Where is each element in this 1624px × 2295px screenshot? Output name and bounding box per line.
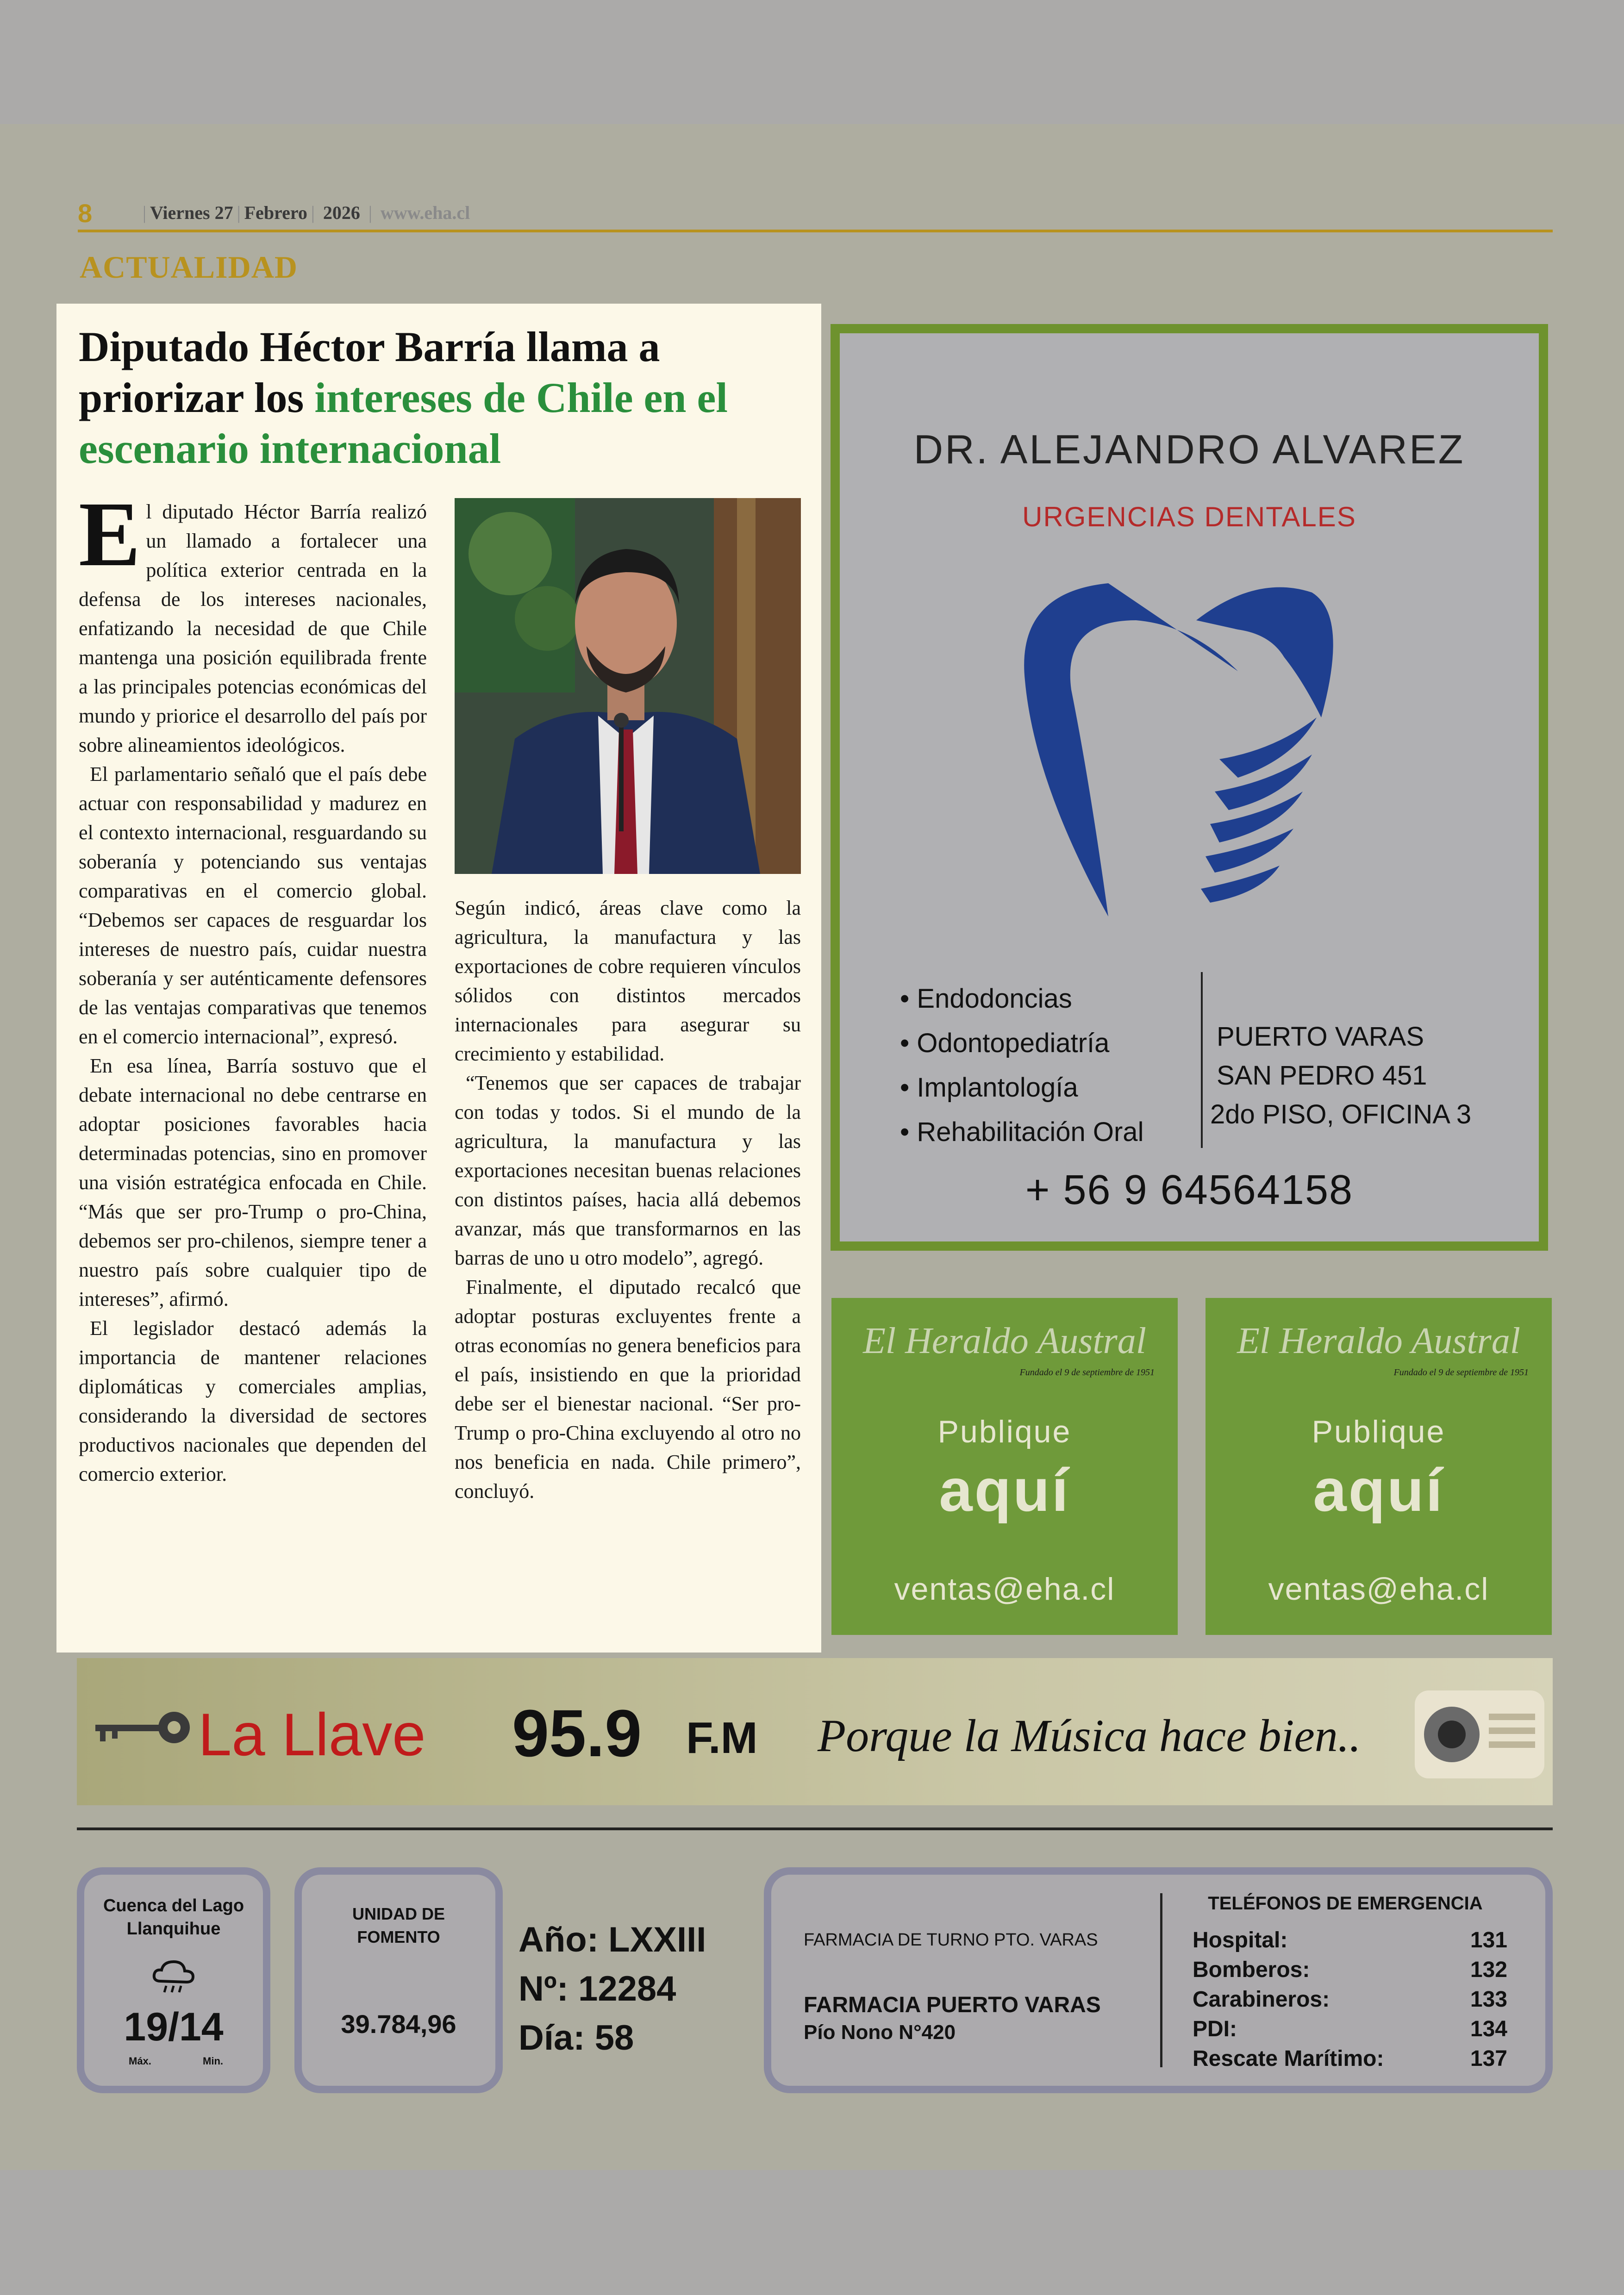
footer-box-divider <box>1160 1893 1162 2067</box>
dentist-subtitle: URGENCIAS DENTALES <box>1022 501 1356 532</box>
dental-address <box>1210 1017 1471 1134</box>
max-label: Máx. <box>129 2055 151 2067</box>
politician-photo-icon <box>455 498 801 874</box>
edition-day: Día: 58 <box>518 2018 634 2058</box>
heraldo-logo: El Heraldo Austral <box>863 1321 1146 1361</box>
radio-band: F.M <box>686 1713 758 1763</box>
emergency-row: Rescate Marítimo: 137 <box>1193 2046 1507 2071</box>
weather-temps: 19/14 <box>124 2005 224 2049</box>
radio-slogan: Porque la Música hace bien.. <box>818 1710 1361 1761</box>
edition-number: Nº: 12284 <box>518 1969 676 2008</box>
page-number: 8 <box>78 199 93 228</box>
weather-location: Cuenca del Lago Llanquihue <box>103 1896 244 1939</box>
ad-email[interactable]: ventas@eha.cl <box>1268 1572 1489 1607</box>
service-item: • Odontopediatría <box>900 1021 1143 1066</box>
aqui-label: aquí <box>1313 1456 1444 1524</box>
article <box>56 304 821 1653</box>
article-column-1 <box>79 483 427 1489</box>
publique-label: Publique <box>1312 1414 1446 1449</box>
headline-part1: Diputado Héctor Barría llama a priorizar los <box>79 323 660 421</box>
dentist-name: DR. ALEJANDRO ALVAREZ <box>913 426 1465 472</box>
article-paragraph: Finalmente, el diputado recalcó que adoptar posturas excluyentes frente a otras economías no genera beneficios para el país, insistiendo en que la prioridad debe ser el bienestar nacional. “Ser pro-Trump o pro-China excluyendo al otro no nos beneficia en nada. Chile primero”, concluyó. <box>455 1276 801 1503</box>
uf-label: UNIDAD DE FOMENTO <box>352 1904 445 1946</box>
key-icon <box>86 1704 197 1760</box>
radio-name: La Llave <box>198 1701 426 1768</box>
weather-box <box>77 1867 270 2093</box>
pharmacy-label: FARMACIA DE TURNO PTO. VARAS <box>804 1930 1098 1950</box>
emergency-list <box>1193 1926 1507 2074</box>
radio-banner[interactable] <box>77 1658 1553 1805</box>
service-item: • Implantología <box>900 1066 1143 1110</box>
service-item: • Endodoncias <box>900 977 1143 1021</box>
ad-divider <box>1201 972 1203 1148</box>
heraldo-ad-1[interactable] <box>831 1298 1178 1635</box>
article-paragraph: El parlamentario señaló que el país debe actuar con responsabilidad y madurez en el contexto internacional, resguardando su soberanía y potenciando sus ventajas comparativas en el comercio global. “Debemos ser capaces de resguardar los intereses de nuestro país, cuidar nuestra soberanía y ser auténticamente defensores de las ventajas comparativas que tenemos en el comercio internacional”, expresó. <box>79 763 427 1048</box>
article-paragraph: Según indicó, áreas clave como la agricultura, la manufactura y las exportaciones de cobre requieren vínculos sólidos con distintos mercados internacionales para asegurar su crecimiento y estabilidad. <box>455 897 801 1065</box>
address-line: SAN PEDRO 451 <box>1217 1060 1427 1091</box>
address-line: PUERTO VARAS <box>1217 1022 1424 1052</box>
header-year: 2026 <box>323 202 360 223</box>
edition-info <box>518 1915 706 2063</box>
emergency-row: Hospital: 131 <box>1193 1928 1507 1952</box>
emergency-row: Carabineros: 133 <box>1193 1987 1507 2012</box>
pharmacy-address: Pío Nono N°420 <box>804 2021 956 2044</box>
emergency-row: Bomberos: 132 <box>1193 1958 1507 1982</box>
emergency-title: TELÉFONOS DE EMERGENCIA <box>1208 1893 1483 1914</box>
dental-ad[interactable] <box>831 324 1548 1251</box>
dental-phone[interactable]: + 56 9 64564158 <box>1025 1167 1354 1213</box>
article-paragraph: El legislador destacó además la importancia de mantener relaciones diplomáticas y comerciales amplias, considerando la diversidad de sectores productivos nacionales que dependen del comercio exterior. <box>79 1317 427 1485</box>
uf-box <box>294 1867 503 2093</box>
heraldo-logo: El Heraldo Austral <box>1237 1321 1520 1361</box>
header-date: | Viernes 27 | Febrero | 2026 | www.eha.cl <box>143 202 470 223</box>
header-month: Febrero <box>244 202 307 223</box>
pharmacy-emergency-box <box>764 1867 1553 2093</box>
radio-icon <box>1410 1677 1549 1788</box>
service-item: • Rehabilitación Oral <box>900 1110 1143 1154</box>
heraldo-ad-2[interactable] <box>1206 1298 1552 1635</box>
headline-part2: intereses de Chile en el escenario internacional <box>79 374 728 472</box>
newspaper-page <box>0 124 1624 2170</box>
dental-services <box>900 977 1143 1154</box>
address-line: 2do PISO, OFICINA 3 <box>1210 1099 1472 1129</box>
radio-frequency: 95.9 <box>512 1696 642 1771</box>
article-paragraph: “Tenemos que ser capaces de trabajar con todas y todos. Si el mundo de la agricultura, la manufactura y las exportaciones necesitan buenas relaciones con distintos países, hacia allá debemos avanzar, más que transformarnos en las barras de uno u otro modelo”, agregó. <box>455 1072 801 1269</box>
min-label: Min. <box>203 2055 223 2067</box>
section-title: ACTUALIDAD <box>80 249 298 285</box>
rain-cloud-icon <box>150 1958 197 1995</box>
article-paragraph: El diputado Héctor Barría realizó un llamado a fortalecer una política exterior centrada en la defensa de los intereses nacionales, enfatizando la necesidad de que Chile mantenga una posición equilibrada frente a las principales potencias económicas del mundo y priorice el desarrollo del país por sobre alineamientos ideológicos. <box>79 483 427 756</box>
ad-email[interactable]: ventas@eha.cl <box>894 1572 1115 1607</box>
header-day: Viernes 27 <box>150 202 233 223</box>
header-url[interactable]: www.eha.cl <box>380 202 470 223</box>
emergency-row: PDI: 134 <box>1193 2017 1507 2041</box>
heraldo-founded: Fundado el 9 de septiembre de 1951 <box>1019 1367 1155 1378</box>
tooth-implant-icon <box>997 565 1368 963</box>
edition-year: Año: LXXIII <box>518 1920 706 1959</box>
aqui-label: aquí <box>939 1456 1070 1524</box>
article-photo <box>455 498 801 874</box>
footer-divider <box>77 1827 1553 1830</box>
pharmacy-name: FARMACIA PUERTO VARAS <box>804 1993 1101 2017</box>
header-rule <box>78 230 1553 232</box>
article-headline <box>79 321 810 474</box>
article-paragraph: En esa línea, Barría sostuvo que el debate internacional no debe centrarse en adoptar posiciones favorables hacia determinadas potencias, sino en promover una visión estratégica enfocada en Chile. “Más que ser pro-Trump o pro-China, debemos ser pro-chilenos, siempre tener a nuestro país sobre cualquier tipo de intereses”, afirmó. <box>79 1054 427 1310</box>
article-column-2 <box>455 893 801 1506</box>
heraldo-founded: Fundado el 9 de septiembre de 1951 <box>1393 1367 1529 1378</box>
drop-cap: E <box>79 483 141 586</box>
uf-value: 39.784,96 <box>341 2009 456 2039</box>
publique-label: Publique <box>937 1414 1072 1449</box>
